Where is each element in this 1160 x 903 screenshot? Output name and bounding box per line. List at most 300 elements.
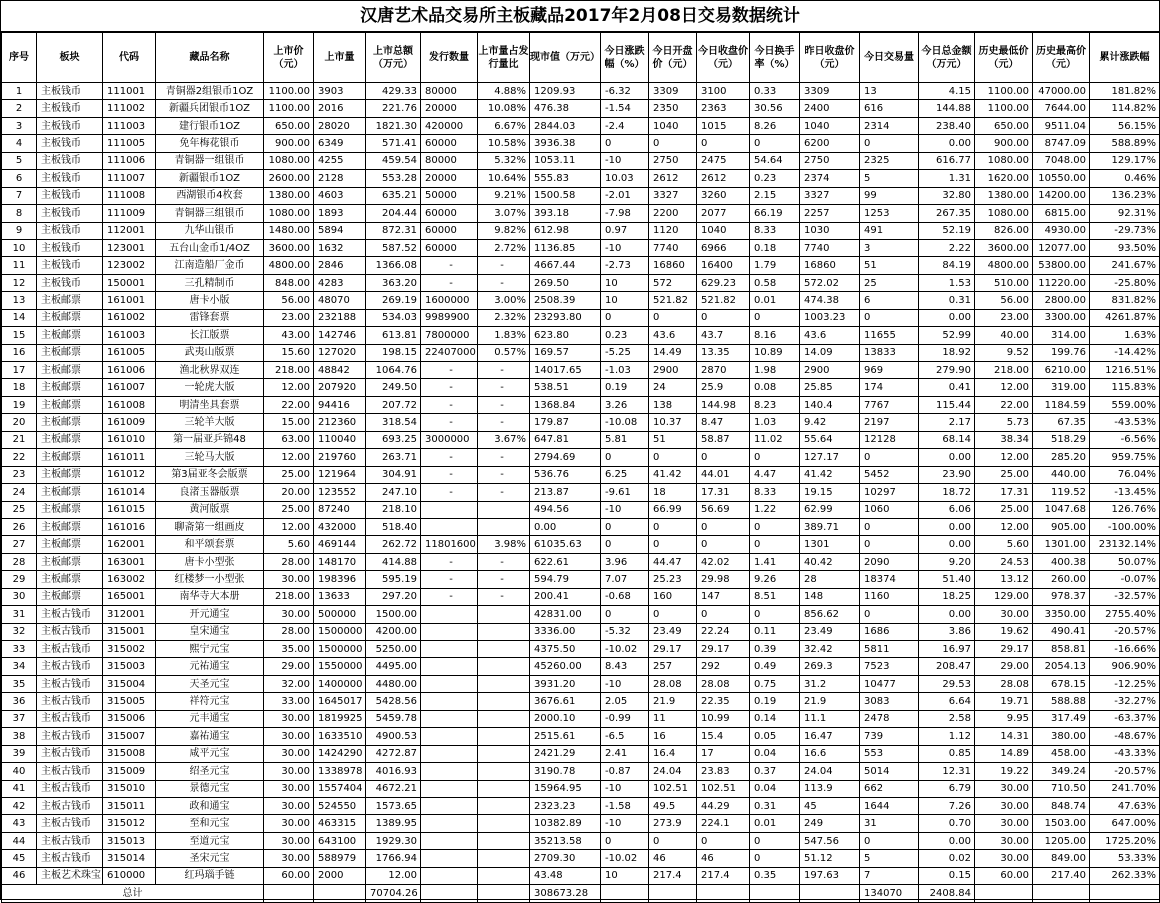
table-cell: 40.42 [800, 553, 860, 570]
table-cell: 60.00 [264, 867, 314, 884]
table-cell: 19 [2, 396, 37, 413]
table-cell: - [421, 484, 478, 501]
table-cell: 10.37 [649, 414, 697, 431]
table-cell: 1100.00 [264, 100, 314, 117]
column-header: 代码 [103, 33, 156, 83]
total-listing-amount: 70704.26 [366, 885, 421, 902]
table-cell: 0 [601, 135, 649, 152]
table-cell: 3336.00 [530, 623, 601, 640]
table-cell: 0.75 [750, 675, 800, 692]
table-cell: 30.00 [975, 850, 1033, 867]
table-cell: 至道元宝 [156, 832, 264, 849]
table-cell: 32 [2, 623, 37, 640]
table-row [2, 222, 1160, 239]
table-cell: 147 [697, 588, 750, 605]
table-cell: 111007 [103, 170, 156, 187]
table-cell: 174 [860, 379, 919, 396]
table-cell: 1216.51% [1090, 362, 1160, 379]
table-cell: 18.25 [919, 588, 975, 605]
table-cell: 160 [649, 588, 697, 605]
table-cell: 1080.00 [264, 152, 314, 169]
table-cell: 7740 [800, 239, 860, 256]
table-cell: 315009 [103, 763, 156, 780]
column-header: 上市总额（万元） [366, 33, 421, 83]
table-cell: 0.18 [750, 239, 800, 256]
table-cell: 61035.63 [530, 536, 601, 553]
table-cell: 521.82 [697, 292, 750, 309]
table-cell: 2.17 [919, 414, 975, 431]
table-cell: 7.26 [919, 797, 975, 814]
table-row [2, 815, 1160, 832]
table-cell [478, 780, 530, 797]
table-cell: 0 [649, 135, 697, 152]
table-cell: -9.61 [601, 484, 649, 501]
table-cell: 2077 [697, 205, 750, 222]
table-cell: 主板钱币 [37, 239, 103, 256]
table-cell: 8.51 [750, 588, 800, 605]
table-cell: 27 [2, 536, 37, 553]
table-cell: 主板钱币 [37, 222, 103, 239]
table-cell: 148 [800, 588, 860, 605]
table-cell: 0 [860, 135, 919, 152]
table-row [2, 832, 1160, 849]
table-cell: 212360 [314, 414, 366, 431]
table-cell: 2090 [860, 553, 919, 570]
table-cell: 162001 [103, 536, 156, 553]
table-cell: -13.45% [1090, 484, 1160, 501]
table-cell: 363.20 [366, 274, 421, 291]
table-cell: 16400 [697, 257, 750, 274]
table-cell: 主板钱币 [37, 83, 103, 100]
table-row [2, 553, 1160, 570]
table-cell: 11.1 [800, 710, 860, 727]
table-cell: -10 [601, 815, 649, 832]
table-cell: 17.31 [975, 484, 1033, 501]
table-cell: 主板古钱币 [37, 832, 103, 849]
table-cell: 0.19 [750, 693, 800, 710]
table-cell: 50000 [421, 187, 478, 204]
table-cell: 221.76 [366, 100, 421, 117]
table-cell: 84.19 [919, 257, 975, 274]
table-cell: 3327 [649, 187, 697, 204]
table-cell [478, 728, 530, 745]
table-cell: -10.08 [601, 414, 649, 431]
table-cell: -1.03 [601, 362, 649, 379]
table-cell: 2794.69 [530, 449, 601, 466]
table-cell [421, 501, 478, 518]
table-cell: 主板古钱币 [37, 745, 103, 762]
table-cell: 13 [2, 292, 37, 309]
table-cell: 5 [860, 170, 919, 187]
table-cell: 2.15 [750, 187, 800, 204]
table-cell: 0 [601, 449, 649, 466]
table-cell: 3260 [697, 187, 750, 204]
table-row [2, 135, 1160, 152]
table-cell: 400.38 [1033, 553, 1090, 570]
table-cell: 10 [601, 292, 649, 309]
table-cell: 0 [697, 135, 750, 152]
table-cell: 4900.53 [366, 728, 421, 745]
table-cell: -43.33% [1090, 745, 1160, 762]
table-cell: 678.15 [1033, 675, 1090, 692]
table-cell: 30 [2, 588, 37, 605]
table-cell [1033, 885, 1090, 902]
table-cell: 29.00 [264, 658, 314, 675]
table-cell: - [421, 414, 478, 431]
table-cell: 53.33% [1090, 850, 1160, 867]
table-cell: 10550.00 [1033, 170, 1090, 187]
table-cell: 19.15 [800, 484, 860, 501]
table-cell: 610000 [103, 867, 156, 884]
table-cell: 主板古钱币 [37, 606, 103, 623]
table-cell [421, 815, 478, 832]
table-cell: 35213.58 [530, 832, 601, 849]
table-cell: 161015 [103, 501, 156, 518]
table-cell [478, 797, 530, 814]
table-cell: 1424290 [314, 745, 366, 762]
table-cell: 267.35 [919, 205, 975, 222]
table-cell: 2200 [649, 205, 697, 222]
table-cell: 4283 [314, 274, 366, 291]
table-cell: 4375.50 [530, 641, 601, 658]
table-cell: 60000 [421, 205, 478, 222]
table-cell [421, 745, 478, 762]
table-cell: 16.97 [919, 641, 975, 658]
table-cell: -16.66% [1090, 641, 1160, 658]
table-cell: 46 [2, 867, 37, 884]
table-cell: 第3届亚冬会版票 [156, 466, 264, 483]
table-cell: -6.56% [1090, 431, 1160, 448]
table-cell: 1500.00 [366, 606, 421, 623]
table-cell: 54.64 [750, 152, 800, 169]
table-cell: 169.57 [530, 344, 601, 361]
table-cell: 113.9 [800, 780, 860, 797]
table-cell: 269.19 [366, 292, 421, 309]
table-cell: 9.95 [975, 710, 1033, 727]
table-cell: 3300.00 [1033, 309, 1090, 326]
table-cell: 32.00 [264, 675, 314, 692]
table-cell: 14.31 [975, 728, 1033, 745]
table-cell: 43.48 [530, 867, 601, 884]
table-cell: 三轮羊大版 [156, 414, 264, 431]
table-cell: 127.17 [800, 449, 860, 466]
table-cell: 43 [2, 815, 37, 832]
table-cell: 315010 [103, 780, 156, 797]
table-cell: 0.00 [919, 518, 975, 535]
table-cell: - [478, 588, 530, 605]
table-cell: 24.53 [975, 553, 1033, 570]
table-cell: 2197 [860, 414, 919, 431]
table-cell: 16.47 [800, 728, 860, 745]
table-cell: -29.73% [1090, 222, 1160, 239]
table-cell: 3000000 [421, 431, 478, 448]
table-cell: 7 [860, 867, 919, 884]
table-row [2, 100, 1160, 117]
table-cell: 50.07% [1090, 553, 1160, 570]
table-cell: 明清坐具套票 [156, 396, 264, 413]
total-row [2, 885, 1160, 902]
table-cell: 315005 [103, 693, 156, 710]
table-cell: 23132.14% [1090, 536, 1160, 553]
table-row [2, 344, 1160, 361]
table-cell: 7048.00 [1033, 152, 1090, 169]
table-row [2, 414, 1160, 431]
table-cell: 900.00 [264, 135, 314, 152]
table-cell: 0.01 [750, 815, 800, 832]
table-cell: 2750 [649, 152, 697, 169]
table-cell: 112001 [103, 222, 156, 239]
table-cell: 1080.00 [975, 152, 1033, 169]
table-cell: 3600.00 [975, 239, 1033, 256]
table-row [2, 379, 1160, 396]
table-cell: 1500000 [314, 623, 366, 640]
table-cell: 30.00 [264, 728, 314, 745]
table-cell: 20000 [421, 100, 478, 117]
table-cell: 0 [750, 832, 800, 849]
table-cell: 2054.13 [1033, 658, 1090, 675]
table-row [2, 588, 1160, 605]
table-cell: 三孔精制币 [156, 274, 264, 291]
table-cell: -63.37% [1090, 710, 1160, 727]
table-cell: -10 [601, 501, 649, 518]
table-cell: 2515.61 [530, 728, 601, 745]
table-cell: 200.41 [530, 588, 601, 605]
table-cell: 14 [2, 309, 37, 326]
table-cell: 51 [649, 431, 697, 448]
table-cell: 249.50 [366, 379, 421, 396]
table-cell: 3.98% [478, 536, 530, 553]
table-cell: 0.00 [530, 518, 601, 535]
table-cell: 主板邮票 [37, 327, 103, 344]
table-cell: 主板古钱币 [37, 850, 103, 867]
table-cell: 111008 [103, 187, 156, 204]
table-cell: 319.00 [1033, 379, 1090, 396]
table-cell: 10.03 [601, 170, 649, 187]
table-cell: 1100.00 [975, 83, 1033, 100]
table-cell: 0 [697, 518, 750, 535]
table-cell: 30.00 [975, 606, 1033, 623]
table-cell: 0.00 [919, 606, 975, 623]
table-row [2, 623, 1160, 640]
table-cell: 279.90 [919, 362, 975, 379]
table-cell: 623.80 [530, 327, 601, 344]
table-cell: 144.98 [697, 396, 750, 413]
table-cell: -0.87 [601, 763, 649, 780]
table-cell: 197.63 [800, 867, 860, 884]
table-cell: 0 [860, 449, 919, 466]
table-cell: 22.00 [975, 396, 1033, 413]
table-cell: 1080.00 [264, 205, 314, 222]
table-cell: 1040 [649, 117, 697, 134]
table-cell: 99 [860, 187, 919, 204]
table-cell: 1686 [860, 623, 919, 640]
table-cell: 6.25 [601, 466, 649, 483]
table-cell: 主板邮票 [37, 571, 103, 588]
table-cell: 1500000 [314, 641, 366, 658]
table-cell: 123552 [314, 484, 366, 501]
table-cell: -6.32 [601, 83, 649, 100]
table-cell: 35.00 [264, 641, 314, 658]
table-cell: 唐卡小版 [156, 292, 264, 309]
table-cell: 52.99 [919, 327, 975, 344]
table-cell: 3083 [860, 693, 919, 710]
table-cell: 826.00 [975, 222, 1033, 239]
table-cell: 4.88% [478, 83, 530, 100]
table-cell: 2016 [314, 100, 366, 117]
table-cell: 20000 [421, 170, 478, 187]
table-cell: 849.00 [1033, 850, 1090, 867]
table-cell: 7800000 [421, 327, 478, 344]
table-cell: 0.14 [750, 710, 800, 727]
table-cell: 41 [2, 780, 37, 797]
table-cell: 51 [860, 257, 919, 274]
table-cell: 0.00 [919, 536, 975, 553]
table-cell: 0 [601, 606, 649, 623]
table-cell: 44.47 [649, 553, 697, 570]
table-cell: 494.56 [530, 501, 601, 518]
table-cell: - [478, 414, 530, 431]
table-cell: 29.17 [975, 641, 1033, 658]
table-cell [697, 885, 750, 902]
table-cell: 24.04 [649, 763, 697, 780]
table-cell: 420000 [421, 117, 478, 134]
table-cell: 4603 [314, 187, 366, 204]
table-cell: 8 [2, 205, 37, 222]
table-cell: 0.11 [750, 623, 800, 640]
table-cell: 161011 [103, 449, 156, 466]
table-cell: 1620.00 [975, 170, 1033, 187]
table-cell: 2508.39 [530, 292, 601, 309]
table-cell: 0.37 [750, 763, 800, 780]
table-cell: 595.19 [366, 571, 421, 588]
table-cell: 62.99 [800, 501, 860, 518]
table-cell: 114.82% [1090, 100, 1160, 117]
table-cell: 219760 [314, 449, 366, 466]
table-cell: 主板古钱币 [37, 780, 103, 797]
table-cell: 232188 [314, 309, 366, 326]
table-cell: 46 [697, 850, 750, 867]
column-header: 历史最低价（元） [975, 33, 1033, 83]
table-cell: 588.89% [1090, 135, 1160, 152]
table-cell: 0.31 [919, 292, 975, 309]
table-cell: 24.04 [800, 763, 860, 780]
table-cell: 7 [2, 187, 37, 204]
column-header: 今日换手率（%） [750, 33, 800, 83]
table-cell: 48070 [314, 292, 366, 309]
table-cell: 主板钱币 [37, 152, 103, 169]
table-cell: 1053.11 [530, 152, 601, 169]
table-cell: 161014 [103, 484, 156, 501]
table-cell [478, 763, 530, 780]
table-cell: 0 [860, 832, 919, 849]
table-cell: 47.63% [1090, 797, 1160, 814]
table-row [2, 536, 1160, 553]
table-cell: 136.23% [1090, 187, 1160, 204]
table-cell: 7740 [649, 239, 697, 256]
table-cell: 1209.93 [530, 83, 601, 100]
table-cell: 6.64 [919, 693, 975, 710]
table-cell [478, 623, 530, 640]
table-cell: 3.67% [478, 431, 530, 448]
table-cell: 5 [860, 850, 919, 867]
table-cell: 524550 [314, 797, 366, 814]
table-cell: 0 [649, 606, 697, 623]
table-cell [478, 850, 530, 867]
table-cell: 12 [2, 274, 37, 291]
table-cell: 241.67% [1090, 257, 1160, 274]
table-cell: 848.74 [1033, 797, 1090, 814]
table-cell: 25.00 [975, 501, 1033, 518]
table-cell: 2314 [860, 117, 919, 134]
table-cell: 33 [2, 641, 37, 658]
table-cell: 15 [2, 327, 37, 344]
table-cell: 42 [2, 797, 37, 814]
table-cell: -10 [601, 152, 649, 169]
table-cell: 662 [860, 780, 919, 797]
table-cell: 23.90 [919, 466, 975, 483]
table-row [2, 484, 1160, 501]
table-cell: 29 [2, 571, 37, 588]
table-cell: 主板邮票 [37, 484, 103, 501]
table-cell: 1003.23 [800, 309, 860, 326]
table-cell: 1573.65 [366, 797, 421, 814]
table-cell: 0.46% [1090, 170, 1160, 187]
table-cell: 三轮马大版 [156, 449, 264, 466]
table-cell: 33.00 [264, 693, 314, 710]
table-cell: 良渚玉器版票 [156, 484, 264, 501]
table-cell: 4016.93 [366, 763, 421, 780]
table-cell: 257 [649, 658, 697, 675]
table-cell: 主板钱币 [37, 170, 103, 187]
table-cell: 0 [860, 309, 919, 326]
table-cell [478, 867, 530, 884]
table-cell: 7.07 [601, 571, 649, 588]
table-row [2, 745, 1160, 762]
table-cell: 3903 [314, 83, 366, 100]
table-row [2, 205, 1160, 222]
table-cell: 35 [2, 675, 37, 692]
table-cell: 9.20 [919, 553, 975, 570]
table-cell: 主板邮票 [37, 553, 103, 570]
table-cell: 440.00 [1033, 466, 1090, 483]
table-cell: 1253 [860, 205, 919, 222]
table-cell: 6.67% [478, 117, 530, 134]
table-cell: - [421, 379, 478, 396]
table-cell: -10.02 [601, 641, 649, 658]
table-cell: 224.1 [697, 815, 750, 832]
table-cell: 4.47 [750, 466, 800, 483]
column-header: 今日收盘价（元） [697, 33, 750, 83]
table-cell: 3.86 [919, 623, 975, 640]
table-cell: - [478, 466, 530, 483]
table-cell: 510.00 [975, 274, 1033, 291]
column-header: 上市价（元） [264, 33, 314, 83]
table-cell: 14200.00 [1033, 187, 1090, 204]
table-cell: 28 [800, 571, 860, 588]
table-cell: -2.73 [601, 257, 649, 274]
table-cell: 44 [2, 832, 37, 849]
table-cell: 15.60 [264, 344, 314, 361]
table-row [2, 327, 1160, 344]
table-cell: - [478, 362, 530, 379]
table-cell: -2.01 [601, 187, 649, 204]
table-cell: 349.24 [1033, 763, 1090, 780]
table-cell: 政和通宝 [156, 797, 264, 814]
table-cell: 1.31 [919, 170, 975, 187]
table-cell: 12.00 [975, 379, 1033, 396]
table-cell: 2421.29 [530, 745, 601, 762]
table-cell: -32.27% [1090, 693, 1160, 710]
